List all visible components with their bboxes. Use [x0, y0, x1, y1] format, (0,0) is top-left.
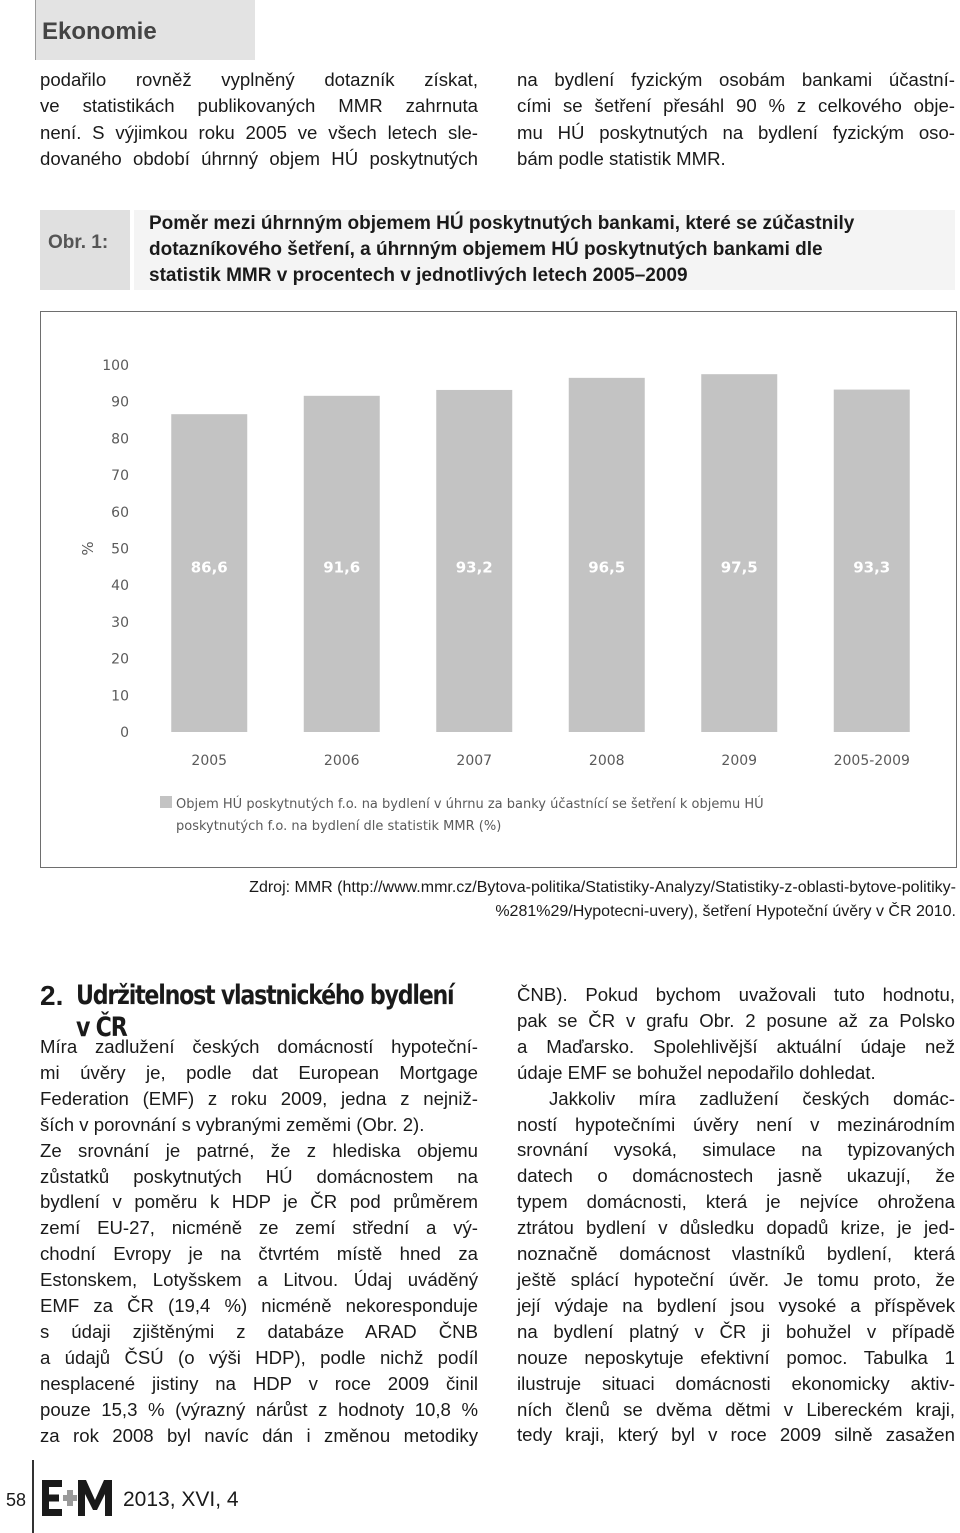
caption-line: Poměr mezi úhrnným objemem HÚ poskytnutých bankami, které se zúčastnily — [149, 213, 855, 234]
figure-source — [180, 876, 956, 924]
text-line: chodní Evropy je na čtvrtém místě hned za — [40, 1243, 478, 1265]
text-line: ztrátou bydlení v důsledku dopadů krize, je jed- — [517, 1217, 955, 1239]
section-header — [35, 0, 255, 60]
body-left-column — [40, 1034, 478, 1449]
data-label: 93,2 — [455, 558, 493, 577]
text-line: dovaného období úhrnný objem HÚ poskytnutých — [40, 148, 478, 170]
intro-left-column — [40, 67, 478, 173]
legend-text: poskytnutých f.o. na bydlení dle statistik MMR (%) — [176, 819, 502, 834]
data-label: 86,6 — [190, 558, 228, 577]
bar-chart — [41, 312, 956, 867]
y-tick-label: 70 — [111, 468, 129, 485]
text-line: Míra zadlužení českých domácností hypoteční- — [40, 1036, 478, 1057]
text-line: ších v porovnání s vybranými zeměmi (Obr. 2). — [40, 1113, 425, 1135]
text-line: cími se šetření přesáhl 90 % z celkového obje- — [517, 95, 955, 117]
legend-text: Objem HÚ poskytnutých f.o. na bydlení v úhrnu za banky účastnící se šetření k objemu HÚ — [176, 797, 764, 812]
text-line: bydlení v poměru k HDP je ČR pod průměrem — [40, 1191, 478, 1213]
text-line: noznačně domácnost vlastníků bydlení, která — [517, 1243, 955, 1265]
data-label: 96,5 — [588, 558, 626, 577]
bar-2009 — [701, 374, 777, 732]
x-tick-label: 2008 — [588, 753, 625, 769]
text-line: podařilo rovněž vyplněný dotazník získat, — [40, 69, 478, 90]
data-label: 91,6 — [323, 558, 361, 577]
x-tick-label: 2005 — [191, 753, 228, 769]
y-tick-label: 40 — [111, 578, 129, 595]
caption-line: statistik MMR v procentech v jednotlivých letech 2005–2009 — [149, 265, 688, 286]
legend-swatch — [160, 796, 172, 808]
text-line: ještě splácí hypoteční úvěr. Je tomu proto, že — [517, 1268, 955, 1290]
text-line: na bydlení platný v ČR ji bohužel v případě — [517, 1320, 955, 1342]
text-line: zůstatků poskytnutých HÚ domácnostem na — [40, 1165, 478, 1187]
text-line: Jakkoliv míra zadlužení českých domác- — [549, 1087, 955, 1109]
x-tick-label: 2009 — [721, 753, 758, 769]
section-number: 2. — [40, 980, 64, 1011]
figure-label: Obr. 1: — [48, 232, 109, 253]
text-line: nesplacené jistiny na HDP v roce 2009 činil — [40, 1372, 478, 1394]
y-tick-label: 0 — [120, 725, 129, 741]
text-line: srovnání vysoká, simulace na typizovaných — [517, 1139, 955, 1161]
text-line: ČNB). Pokud bychom uvažovali tuto hodnotu, — [517, 984, 955, 1005]
figure-label-box — [40, 210, 130, 290]
figure-caption — [132, 210, 955, 290]
text-line: tedy kraji, který byl v roce 2009 silně zasažen — [517, 1424, 955, 1446]
x-tick-label: 2007 — [456, 753, 493, 769]
journal-logo — [42, 1478, 114, 1518]
text-line: typem domácnosti, která je nejvíce ohrožena — [517, 1191, 955, 1213]
x-tick-label: 2006 — [323, 753, 360, 769]
text-line: za rok 2008 byl navíc dán i změnou metodiky — [40, 1424, 478, 1446]
y-tick-label: 50 — [111, 541, 129, 558]
y-tick-label: 100 — [102, 358, 129, 374]
data-label: 93,3 — [853, 558, 891, 577]
text-line: nouze neposkytuje efektivní pomoc. Tabulka 1 — [517, 1346, 955, 1368]
text-line: a údajů ČSÚ (o výši HDP), podle nichž podíl — [40, 1346, 478, 1368]
y-tick-label: 30 — [111, 614, 129, 631]
heading-line: v ČR — [76, 1012, 127, 1043]
bar-2008 — [569, 378, 645, 732]
y-tick-label: 20 — [111, 651, 129, 668]
text-line: ností hypotečními úvěry není v mezinárodním — [517, 1113, 955, 1135]
source-line: Zdroj: MMR (http://www.mmr.cz/Bytova-politika/Statistiky-Analyzy/Statistiky-z-oblasti-bytove-politiky- — [249, 879, 956, 896]
text-line: pak se ČR v grafu Obr. 2 posune až za Polsko — [517, 1009, 955, 1031]
caption-line: dotazníkového šetření, a úhrnným objemem HÚ poskytnutých bankami dle — [149, 239, 823, 260]
footer-rule — [32, 1460, 34, 1533]
y-tick-label: 80 — [111, 431, 129, 448]
text-line: s údaji zjištěnými z databáze ARAD ČNB — [40, 1320, 478, 1342]
x-tick-label: 2005-2009 — [833, 753, 910, 769]
text-line: bám podle statistik MMR. — [517, 148, 726, 170]
text-line: ních členů se dvěma dětmi v Libereckém kraji, — [517, 1398, 955, 1420]
text-line: ilustruje situaci domácnosti ekonomicky aktiv- — [517, 1372, 955, 1394]
chart-frame — [40, 311, 957, 868]
text-line: Federation (EMF) z roku 2009, jedna z nejniž- — [40, 1087, 478, 1109]
text-line: EMF za ČR (19,4 %) nicméně nekoresponduje — [40, 1295, 478, 1317]
text-line: údaje EMF se bohužel nepodařilo dohledat. — [517, 1061, 876, 1083]
section-title: Ekonomie — [42, 18, 157, 45]
text-line: pouze 15,3 % (výrazný nárůst z hodnoty 10,8 % — [40, 1398, 478, 1420]
text-line: Estonskem, Lotyšskem a Litvou. Údaj uváděný — [40, 1269, 478, 1291]
text-line: Ze srovnání je patrné, že z hlediska objemu — [40, 1139, 478, 1161]
text-line: a Maďarsko. Spolehlivější aktuální údaje než — [517, 1035, 955, 1057]
text-line: ve statistikách publikovaných MMR zahrnuta — [40, 95, 478, 117]
issue-info: 2013, XVI, 4 — [123, 1488, 239, 1511]
data-label: 97,5 — [720, 558, 758, 577]
y-tick-label: 90 — [111, 394, 129, 411]
text-line: datech o domácnostech jasně ukazují, že — [517, 1165, 955, 1187]
heading-line: Udržitelnost vlastnického bydlení — [76, 980, 454, 1011]
y-axis-label: % — [79, 541, 97, 556]
text-line: její výdaje na bydlení jsou vysoké a příspěvek — [517, 1294, 955, 1316]
text-line: mu HÚ poskytnutých na bydlení fyzickým oso- — [517, 121, 955, 143]
y-tick-label: 10 — [111, 688, 129, 705]
text-line: není. S výjimkou roku 2005 ve všech letech sle- — [40, 121, 478, 143]
text-line: zemí EU-27, nicméně ze zemí střední a vý- — [40, 1217, 478, 1239]
body-right-column — [517, 982, 955, 1448]
y-tick-label: 60 — [111, 504, 129, 521]
intro-right-column — [517, 67, 955, 173]
page-number: 58 — [5, 1490, 27, 1510]
source-line: %281%29/Hypotecni-uvery), šetření Hypoteční úvěry v ČR 2010. — [495, 903, 956, 920]
text-line: mi úvěry je, podle dat European Mortgage — [40, 1061, 478, 1083]
text-line: na bydlení fyzickým osobám bankami účastní- — [517, 69, 955, 90]
